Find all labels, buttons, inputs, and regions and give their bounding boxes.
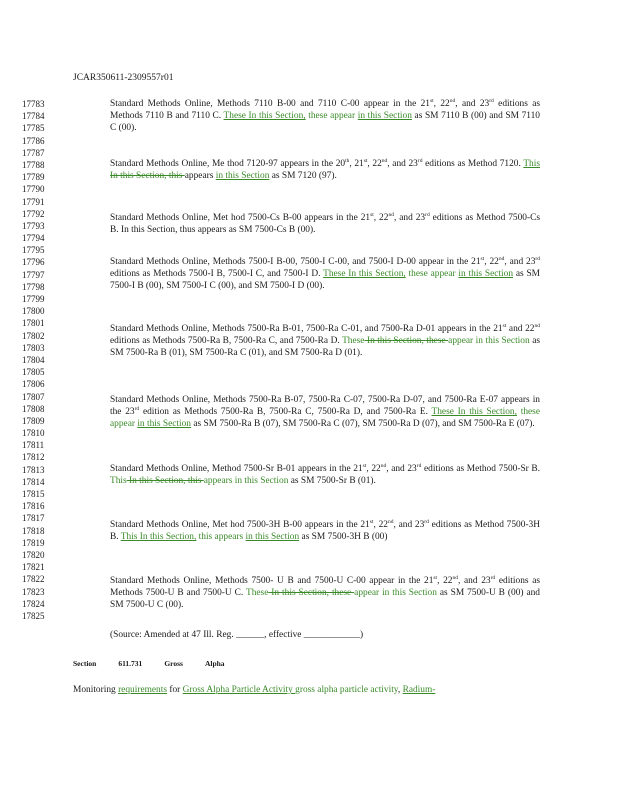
line-number: 17808 — [22, 403, 45, 414]
paragraph-7500-sr: Standard Methods Online, Method 7500-Sr B-01 appears in the 21st, 22nd, and 23rd editions as Method 7500-Sr B. This In this Section, this appears in this Section as SM 7500-Sr B (01). — [110, 463, 541, 487]
paragraph-7500-u: Standard Methods Online, Methods 7500- U B and 7500-U C-00 appear in the 21st, 22nd, and 23rd editions as Methods 7500-U B and 7500-U C. These In this Section, these appear in this Section as SM 7500-U B (00) and SM 7500-U C (00). — [110, 575, 541, 611]
paragraph-7500-cs: Standard Methods Online, Met hod 7500-Cs B-00 appears in the 21st, 22nd, and 23rd editions as Method 7500-Cs B. In this Section, thus appears as SM 7500-Cs B (00). — [110, 212, 541, 236]
line-number: 17795 — [22, 245, 45, 256]
line-number: 17824 — [22, 598, 45, 609]
line-number: 17819 — [22, 537, 45, 548]
line-number: 17789 — [22, 172, 45, 183]
paragraph-7500-ra-07: Standard Methods Online, Methods 7500-Ra B-07, 7500-Ra C-07, 7500-Ra D-07, and 7500-Ra E-07 appears in the 23rd edition as Methods 7500-Ra B, 7500-Ra C, 7500-Ra D, and 7500-Ra E. These In this Section, these appear in this Section as SM 7500-Ra B (07), SM 7500-Ra C (07), SM 7500-Ra D (07), and SM 7500-Ra E (07). — [110, 395, 540, 430]
line-number: 17806 — [22, 379, 45, 390]
line-number: 17800 — [22, 306, 45, 317]
line-numbers — [22, 98, 45, 622]
line-number: 17801 — [22, 318, 45, 329]
line-number: 17814 — [22, 476, 45, 487]
line-number: 17787 — [22, 147, 45, 158]
paragraph-7500-ra-01: Standard Methods Online, Methods 7500-Ra B-01, 7500-Ra C-01, and 7500-Ra D-01 appears in the 21st and 22nd editions as Methods 7500-Ra B, 7500-Ra C, and 7500-Ra D. These In this Section, these appear in this Section as SM 7500-Ra B (01), SM 7500-Ra C (01), and SM 7500-Ra D (01). — [110, 323, 541, 359]
line-number: 17793 — [22, 220, 45, 231]
line-number: 17792 — [22, 208, 45, 219]
line-number: 17791 — [22, 196, 45, 207]
line-number: 17822 — [22, 574, 45, 585]
section-text: Monitoring requirements for Gross Alpha Particle Activity gross alpha particle activity, Radium- — [73, 685, 436, 695]
line-number: 17799 — [22, 294, 45, 304]
document-header: JCAR350611-2309557r01 — [73, 73, 174, 83]
line-number: 17807 — [22, 391, 45, 402]
line-number: 17783 — [22, 99, 45, 109]
line-number: 17786 — [22, 135, 45, 146]
line-number: 17809 — [22, 415, 45, 426]
line-number: 17811 — [22, 440, 45, 451]
line-number: 17797 — [22, 269, 45, 280]
line-number: 17812 — [22, 452, 45, 463]
line-number: 17784 — [22, 111, 45, 122]
line-number: 17817 — [22, 513, 45, 524]
line-number: 17804 — [22, 354, 45, 365]
line-number: 17803 — [22, 342, 45, 353]
section-heading: Section 611.731 Gross Alpha — [73, 659, 225, 668]
line-number: 17816 — [22, 501, 45, 512]
line-number: 17813 — [22, 464, 45, 475]
paragraph-7110: Standard Methods Online, Methods 7110 B-00 and 7110 C-00 appear in the 21st, 22nd, and 23rd editions as Methods 7110 B and 7110 C. These In this Section, these appear in this Section as SM 7110 B (00) and SM 7110 C (00). — [110, 98, 541, 134]
line-number: 17785 — [22, 123, 45, 134]
line-number: 17790 — [22, 184, 45, 195]
line-number: 17810 — [22, 428, 45, 439]
line-number: 17798 — [22, 281, 45, 292]
paragraph-7500-3h: Standard Methods Online, Met hod 7500-3H B-00 appears in the 21st, 22nd, and 23rd editions as Method 7500-3H B. This In this Section, this appears in this Section as SM 7500-3H B (00) — [110, 519, 540, 543]
paragraph-7500-i: Standard Methods Online, Methods 7500-I B-00, 7500-I C-00, and 7500-I D-00 appear in the 21st, 22nd, and 23rd editions as Methods 7500-I B, 7500-I C, and 7500-I D. These In this Section, these appear in this Section as SM 7500-I B (00), SM 7500-I C (00), and SM 7500-I D (00). — [110, 256, 540, 292]
line-number: 17818 — [22, 525, 45, 536]
line-number: 17796 — [22, 257, 45, 268]
source-note: (Source: Amended at 47 Ill. Reg. ______, effective ____________) — [110, 630, 364, 640]
line-number: 17823 — [22, 586, 45, 597]
line-number: 17802 — [22, 330, 45, 341]
line-number: 17825 — [22, 610, 45, 621]
line-number: 17821 — [22, 562, 45, 573]
line-number: 17788 — [22, 159, 45, 170]
line-number: 17805 — [22, 367, 45, 378]
paragraph-7120: Standard Methods Online, Me thod 7120-97 appears in the 20th, 21st, 22nd, and 23rd editions as Method 7120. This In this Section, this appears in this Section as SM 7120 (97). — [110, 158, 540, 182]
line-number: 17815 — [22, 489, 45, 499]
line-number: 17820 — [22, 549, 45, 560]
line-number: 17794 — [22, 233, 45, 244]
